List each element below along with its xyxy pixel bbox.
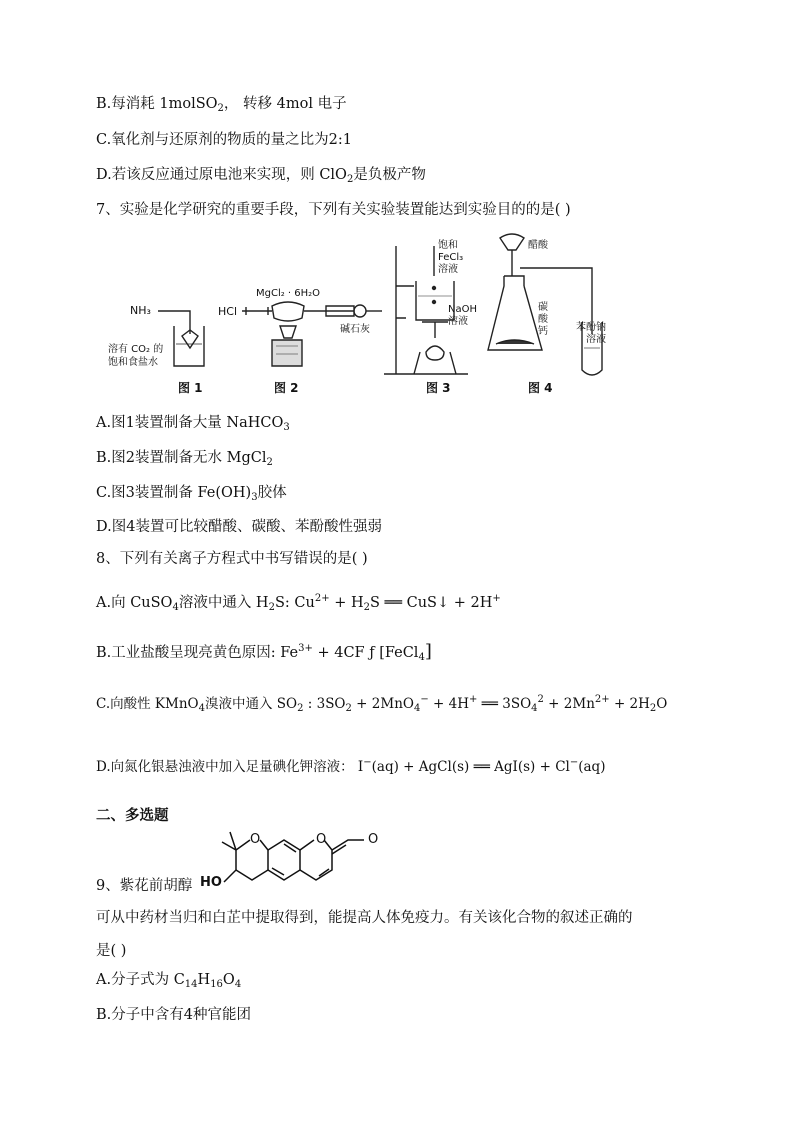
svg-text:NaOH: NaOH bbox=[448, 304, 477, 315]
q6-option-d: D.若该反应通过原电池来实现，则 ClO$_2$是负极产物 bbox=[96, 167, 426, 185]
svg-text:碱石灰: 碱石灰 bbox=[340, 324, 370, 335]
fig2-apparatus bbox=[218, 288, 382, 395]
q9-option-a: A.分子式为 $C_{14}H_{16}O_4$ bbox=[96, 972, 242, 990]
svg-text:溶液: 溶液 bbox=[438, 264, 458, 275]
q6-option-c: C.氧化剂与还原剂的物质的量之比为2:1 bbox=[96, 132, 353, 148]
svg-text:饱和食盐水: 饱和食盐水 bbox=[108, 357, 158, 368]
q7-option-b: B.图2装置制备无水 MgCl$_2$ bbox=[96, 450, 273, 468]
svg-text:溶液: 溶液 bbox=[586, 334, 606, 345]
section-heading: 二、多选题 bbox=[96, 808, 169, 824]
svg-text:MgCl₂ · 6H₂O: MgCl₂ · 6H₂O bbox=[256, 288, 321, 299]
q9-stem-line3: 是( ) bbox=[96, 943, 127, 959]
svg-text:NH₃: NH₃ bbox=[130, 304, 151, 317]
q7-option-d: D.图4装置可比较醋酸、碳酸、苯酚酸性强弱 bbox=[96, 519, 382, 535]
svg-text:HCl: HCl bbox=[218, 305, 238, 318]
fig3-apparatus bbox=[384, 238, 477, 395]
svg-text:钙: 钙 bbox=[538, 326, 548, 337]
svg-text:溶液: 溶液 bbox=[448, 316, 468, 327]
svg-text:图 3: 图 3 bbox=[426, 381, 451, 395]
q8-stem: 8、下列有关离子方程式中书写错误的是( ) bbox=[96, 551, 368, 567]
q9-structure bbox=[196, 826, 386, 890]
q7-option-c: C.图3装置制备 $Fe(OH)_3$胶体 bbox=[96, 485, 287, 503]
q7-stem: 7、实验是化学研究的重要手段，下列有关实验装置能达到实验目的的是( ) bbox=[96, 202, 571, 218]
q6-option-b: B.每消耗 1molSO$_2$， 转移 4mol 电子 bbox=[96, 96, 347, 114]
q7-apparatus-figure bbox=[96, 226, 616, 398]
svg-text:酸: 酸 bbox=[538, 314, 548, 325]
svg-text:饱和: 饱和 bbox=[438, 240, 458, 251]
svg-text:O: O bbox=[316, 832, 327, 847]
svg-text:FeCl₃: FeCl₃ bbox=[438, 252, 464, 263]
svg-text:苯酚钠: 苯酚钠 bbox=[576, 322, 606, 333]
svg-text:O: O bbox=[368, 832, 379, 847]
svg-text:醋酸: 醋酸 bbox=[528, 240, 548, 251]
q8-option-b: B.工业盐酸呈现亮黄色原因: $Fe^{3+} + 4CF$ ƒ [FeCl$_4$] bbox=[96, 641, 432, 663]
q9-stem-line2: 可从中药材当归和白芷中提取得到，能提高人体免疫力。有关该化合物的叙述正确的 bbox=[96, 910, 633, 926]
q8-option-d: D.向氮化银悬浊液中加入足量碘化钾溶液： I−(aq) + AgCl(s) ══ AgI(s) + Cl−(aq) bbox=[96, 757, 606, 775]
svg-text:O: O bbox=[250, 832, 261, 847]
fig4-apparatus bbox=[488, 234, 606, 395]
svg-text:图 4: 图 4 bbox=[528, 381, 553, 395]
q8-option-a: A.向 CuSO$_4$溶液中通入 $H_2S$: $Cu^{2+} + H_2S$ ══ CuS↓ + 2H+ bbox=[96, 593, 501, 613]
q9-label: 9、紫花前胡醇 bbox=[96, 878, 193, 894]
svg-text:图 1: 图 1 bbox=[178, 381, 203, 395]
q9-option-b: B.分子中含有4种官能团 bbox=[96, 1007, 251, 1023]
svg-text:碳: 碳 bbox=[538, 302, 548, 313]
q8-option-c: C.向酸性 KMnO$_4$溴液中通入 $SO_2$ : $3SO_2 + 2MnO_4^- + 4H^+$ ══ $3SO_4^2 + 2Mn^{2+} + 2H_2O$ bbox=[96, 694, 668, 714]
svg-text:图 2: 图 2 bbox=[274, 381, 299, 395]
svg-text:溶有 CO₂ 的: 溶有 CO₂ 的 bbox=[108, 344, 164, 355]
fig1-apparatus bbox=[108, 304, 204, 395]
q7-option-a: A.图1装置制备大量 NaHCO$_3$ bbox=[96, 415, 290, 433]
svg-text:HO: HO bbox=[200, 875, 222, 890]
